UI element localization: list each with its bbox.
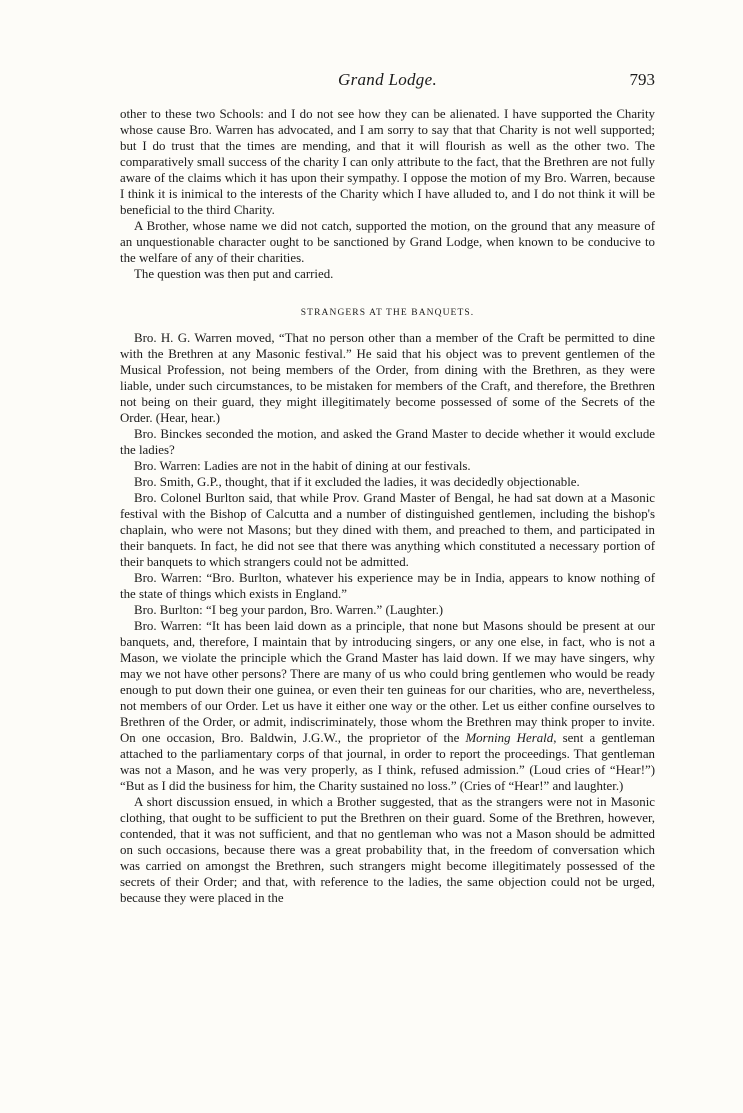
paragraph: Bro. H. G. Warren moved, “That no person other than a member of the Craft be permitted to dine with the Brethren at any Masonic festival.” He said that his object was to prevent gentlemen of the Musical Profession, not being members of the Order, from dining with the Brethren, as they were liable, under such circumstances, to be mistaken for members of the Craft, and therefore, the Brethren not being on their guard, they might illegitimately become possessed of some of the Secrets of the Order. (Hear, hear.) [120, 331, 655, 425]
running-title: Grand Lodge. [338, 70, 437, 89]
page-header [120, 70, 655, 94]
page-number: 793 [629, 70, 655, 89]
paragraph: Bro. Binckes seconded the motion, and asked the Grand Master to decide whether it would exclude the ladies? [120, 427, 655, 457]
paragraph: Bro. Warren: Ladies are not in the habit of dining at our festivals. [134, 459, 471, 473]
section-heading: STRANGERS AT THE BANQUETS. [300, 308, 475, 318]
paragraph: Bro. Smith, G.P., thought, that if it excluded the ladies, it was decidedly objectionable. [134, 475, 580, 489]
speech-text: Bro. Warren: “It has been laid down as a principle, that none but Masons should be present at our banquets, and, therefore, I maintain that by introducing singers, or any one else, in fact, who is not a Mason, we violate the principle which the Grand Master has laid down. If we may have singers, why may we not have other persons? There are many of us who could bring gentlemen who would be ready enough to put down their one guinea, or even their ten guineas for our charities, who are, nevertheless, not members of our Order. Let us have it either one way or the other. Let us either confine ourselves to Brethren of the Order, or admit, indiscriminately, those whom the Brethren may think proper to invite. On one occasion, Bro. Baldwin, J.G.W., the proprietor of the [120, 619, 655, 745]
page-body [120, 106, 655, 906]
speech-text-continued: , sent a gentleman attached to the parliamentary corps of that journal, in order to report the proceedings. That gentleman was not a Mason, and he was very properly, as I think, refused admission.” (Loud cries of “Hear!”) “But as I did the business for him, the Charity sustained no loss.” (Cries of “Hear!” and laughter.) [120, 731, 656, 793]
paragraph: The question was then put and carried. [134, 267, 334, 281]
paragraph: Bro. Colonel Burlton said, that while Prov. Grand Master of Bengal, he had sat down at a Masonic festival with the Bishop of Calcutta and a number of distinguished gentlemen, including the bishop's chaplain, who were not Masons; but they dined with them, and preached to them, and participated in their banquets. In fact, he did not see that there was anything which constituted a necessary portion of their banquets to which strangers could not be admitted. [120, 491, 655, 569]
paragraph: other to these two Schools: and I do not see how they can be alienated. I have supported the Charity whose cause Bro. Warren has advocated, and I am sorry to say that that Charity is not well supported; but I do trust that the times are mending, and that it will flourish as well as the other two. The comparatively small success of the charity I can only attribute to the fact, that the Brethren are not fully aware of the claims which it has upon their sympathy. I oppose the motion of my Bro. Warren, because I think it is inimical to the interests of the Charity which I have alluded to, and I do not think it will be beneficial to the third Charity. [120, 107, 655, 217]
paragraph-warren-speech [120, 618, 655, 794]
newspaper-title: Morning Herald [465, 731, 554, 745]
paragraph: Bro. Burlton: “I beg your pardon, Bro. Warren.” (Laughter.) [134, 603, 444, 617]
paragraph: A Brother, whose name we did not catch, supported the motion, on the ground that any measure of an unquestionable character ought to be sanctioned by Grand Lodge, when known to be conducive to the welfare of any of their charities. [120, 219, 655, 265]
paragraph-discussion: A short discussion ensued, in which a Brother suggested, that as the strangers were not in Masonic clothing, that ought to be sufficient to put the Brethren on their guard. Some of the Brethren, however, contended, that it was not sufficient, and that no gentleman who was not a Mason should be admitted on such occasions, because there was a great probability that, in the freedom of conversation which was carried on amongst the Brethren, such strangers might become illegitimately possessed of the secrets of their Order; and that, with reference to the ladies, the same objection could not be urged, because they were placed in the [120, 795, 655, 905]
paragraph: Bro. Warren: “Bro. Burlton, whatever his experience may be in India, appears to know nothing of the state of things which exists in England.” [120, 571, 655, 601]
